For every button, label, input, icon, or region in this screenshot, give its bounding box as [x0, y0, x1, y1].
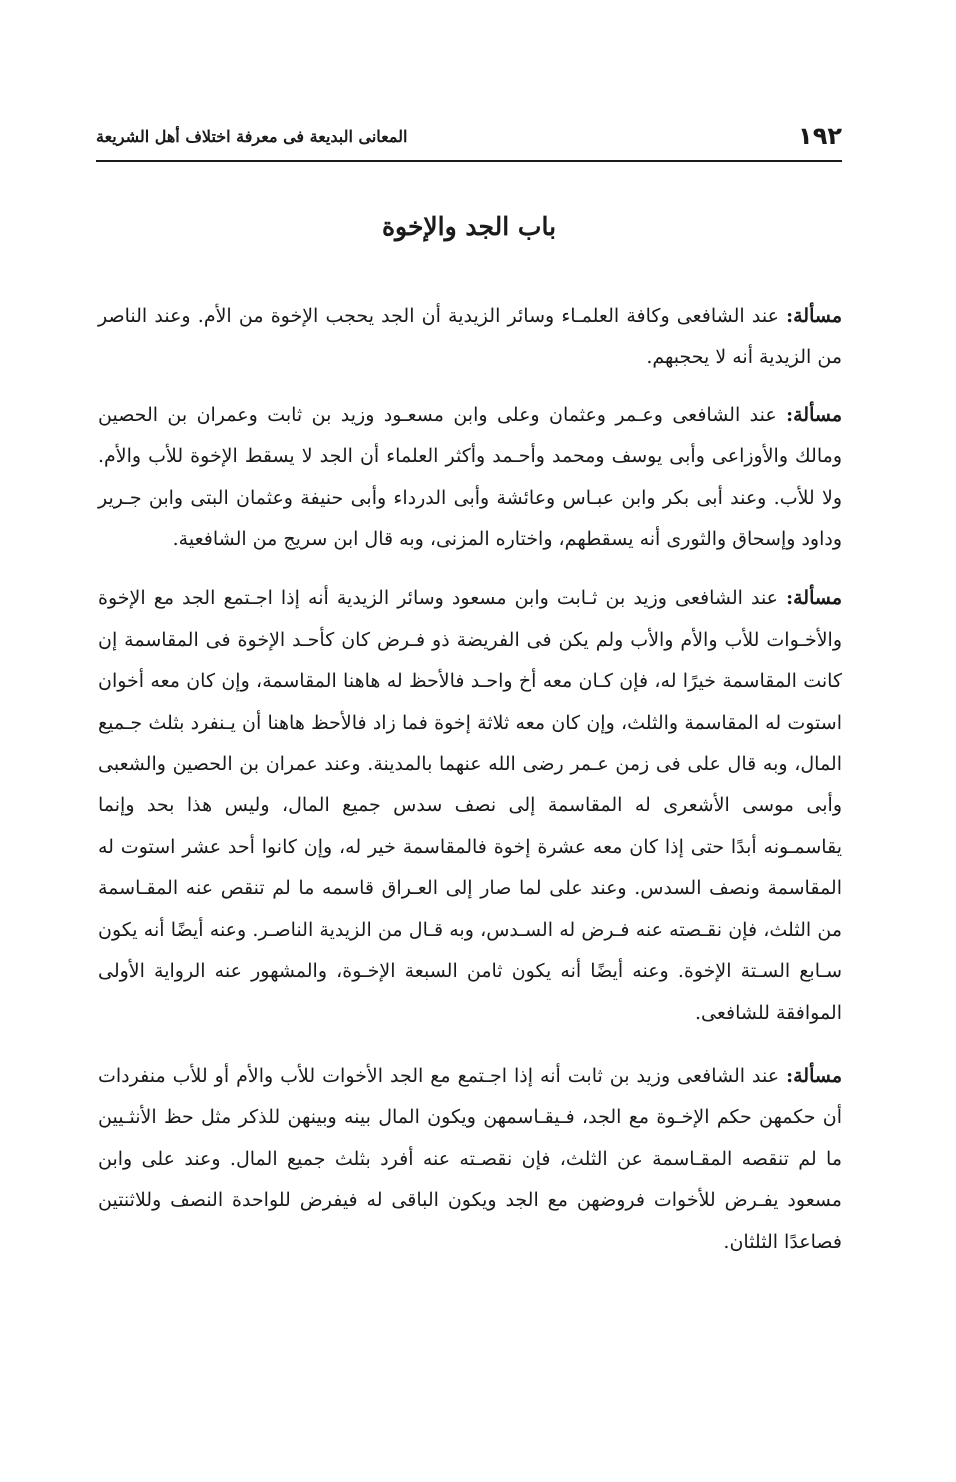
issue-label: مسألة:: [786, 587, 842, 610]
paragraph-2: [98, 395, 842, 561]
page-body: [98, 296, 842, 1281]
paragraph-1: [98, 296, 842, 379]
chapter-title: باب الجد والإخوة: [381, 212, 557, 241]
paragraph-text: عند الشافعى وزيد بن ثابت أنه إذا اجـتمع مع الجد الأخوات للأب والأم أو للأب منفردات أن حكمهن حكم الإخـوة مع الجد، فـيقـاسمهن ويكون المال بينه وبينهن للذكر مثل حظ الأنثـيين ما لم تنقصه المقـاسمة عن الثلث، فإن نقصـته عنه أفرد بثلث جميع المال. وعند على وابن مسعود يفـرض للأخوات فروضهن مع الجد ويكون الباقى له فيفرض للواحدة النصف وللاثنتين فصاعدًا الثلثان.: [98, 1064, 842, 1253]
issue-label: مسألة:: [786, 1064, 842, 1087]
page-header: [96, 122, 842, 150]
header-rule: [96, 160, 842, 162]
running-title: المعانى البديعة فى معرفة اختلاف أهل الشريعة: [96, 126, 408, 146]
paragraph-4: [98, 1056, 842, 1263]
paragraph-3: [98, 578, 842, 1033]
paragraph-text: عند الشافعى وزيد بن ثـابت وابن مسعود وسائر الزيدية أنه إذا اجـتمع الجد مع الإخوة والأخـوات للأب والأم والأب ولم يكن فى الفريضة ذو فـرض كان كأحـد الإخوة فى المقاسمة إن كانت المقاسمة خيرًا له، فإن كـان معه أخ واحـد فالأحظ له هاهنا المقاسمة، وإن كان معه أخوان استوت له المقاسمة والثلث، وإن كان معه ثلاثة إخوة فما زاد فالأحظ هاهنا أن يـنفرد بثلث جـميع المال، وبه قال على فى زمن عـمر رضى الله عنهما بالمدينة. وعند عمران بن الحصين والشعبى وأبى موسى الأشعرى له المقاسمة إلى نصف سدس جميع المال، وليس هذا بحد وإنما يقاسمـونه أبدًا حتى إذا كان معه عشرة إخوة فالمقاسمة خير له، وإن كانوا أحد عشر استوت له المقاسمة ونصف السدس. وعند على لما صار إلى العـراق قاسمه ما لم تنقص عنه المقـاسمة من الثلث، فإن نقـصته عنه فـرض له السـدس، وبه قـال من الزيدية الناصـر. وعنه أيضًا أنه يكون سـابع السـتة الإخوة. وعنه أيضًا أنه يكون ثامن السبعة الإخـوة، والمشهور عنه الرواية الأولى الموافقة للشافعى.: [98, 587, 842, 1024]
paragraph-text: عند الشافعى وعـمر وعثمان وعلى وابن مسعـود وزيد بن ثابت وعمران بن الحصين ومالك والأوزاعى وأبى يوسف ومحمد وأحـمد وأكثر العلماء أن الجد لا يسقط الإخوة للأب والأم. ولا للأب. وعند أبى بكر وابن عبـاس وعائشة وأبى الدرداء وأبى حنيفة وعثمان البتى وابن جـرير وداود وإسحاق والثورى أنه يسقطهم، واختاره المزنى، وبه قال ابن سريج من الشافعية.: [98, 403, 843, 551]
page-number: ١٩٢: [798, 122, 842, 150]
issue-label: مسألة:: [786, 305, 842, 327]
issue-label: مسألة:: [786, 403, 842, 426]
paragraph-text: عند الشافعى وكافة العلمـاء وسائر الزيدية أن الجد يحجب الإخوة من الأم. وعند الناصر من الزيدية أنه لا يحجبهم.: [98, 305, 842, 369]
